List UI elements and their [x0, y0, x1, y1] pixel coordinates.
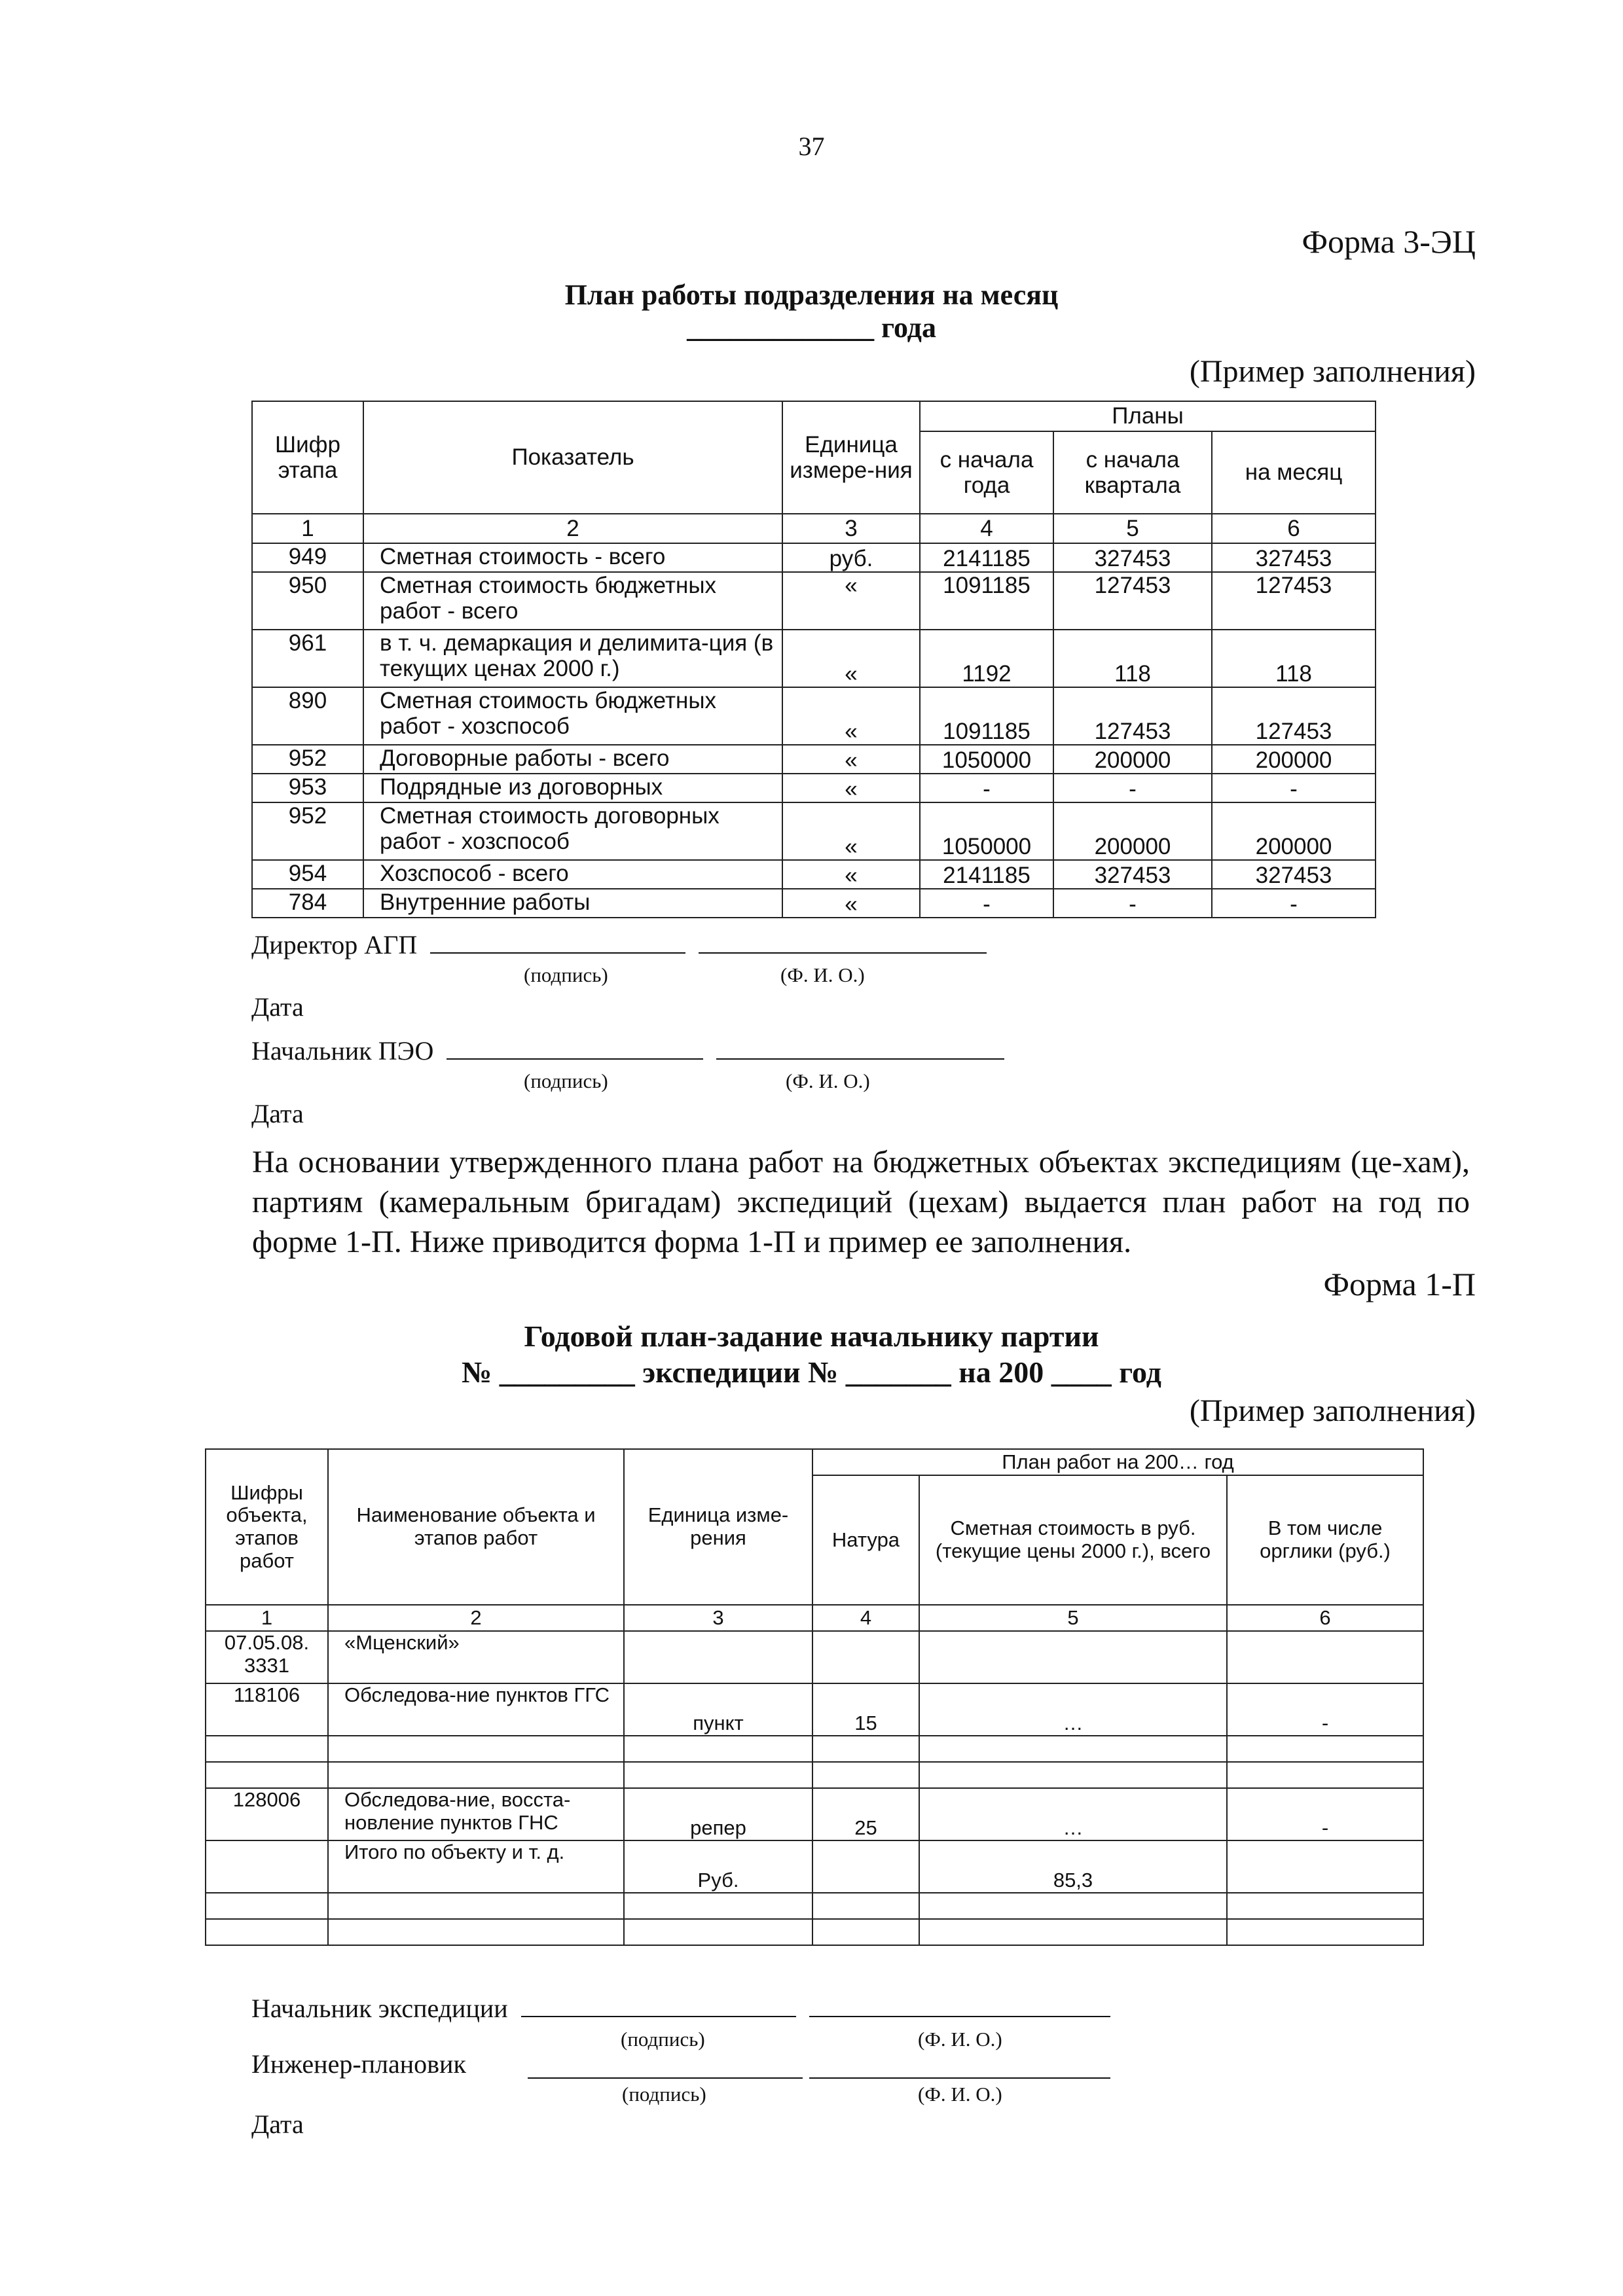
row-code: 118106	[206, 1683, 328, 1736]
pe-head-signature-line	[251, 1035, 1004, 1066]
table-row	[252, 774, 1376, 802]
row-unit	[624, 1762, 812, 1788]
table-row	[206, 1762, 1423, 1788]
engineer-signature-caption: (подпись)	[622, 2083, 706, 2106]
table-row	[252, 889, 1376, 918]
col-number: 5	[919, 1605, 1227, 1631]
header-nature: Натура	[812, 1475, 919, 1605]
row-cost	[919, 1893, 1227, 1919]
row-code	[206, 1840, 328, 1893]
table-row	[206, 1919, 1423, 1945]
header-plans: Планы	[920, 401, 1376, 431]
row-name: Обследова-ние пунктов ГГС	[328, 1683, 624, 1736]
body-paragraph: На основании утвержденного плана работ на бюджетных объектах экспедициям (це-хам), партиям (камеральным бригадам) экспедиций (цехам) выдается план работ на год по форме 1-П. Ниже приводится форма 1-П и пример ее заполнения.	[252, 1145, 1470, 1259]
row-month: 327453	[1212, 860, 1376, 889]
row-name: Итого по объекту и т. д.	[328, 1840, 624, 1893]
form1-table	[251, 401, 1376, 918]
row-cost: …	[919, 1788, 1227, 1840]
row-quarter: 118	[1053, 630, 1212, 687]
director-signature-caption: (подпись)	[524, 963, 608, 986]
row-nature: 15	[812, 1683, 919, 1736]
pe-head-name-blank	[716, 1036, 1004, 1060]
row-code: 961	[252, 630, 363, 687]
col-number: 5	[1053, 514, 1212, 543]
director-signature-line	[251, 929, 987, 960]
row-month: 127453	[1212, 572, 1376, 630]
table-row	[206, 1893, 1423, 1919]
director-date-label: Дата	[251, 992, 304, 1022]
row-nature	[812, 1840, 919, 1893]
row-year: 2141185	[920, 543, 1053, 572]
column-numbers-row	[206, 1605, 1423, 1631]
header-from-quarter: с начала квартала	[1053, 431, 1212, 514]
director-name-caption: (Ф. И. О.)	[780, 963, 865, 986]
row-code	[206, 1893, 328, 1919]
row-unit	[624, 1631, 812, 1683]
row-year: 1091185	[920, 572, 1053, 630]
row-year: -	[920, 889, 1053, 918]
form1-title: План работы подразделения на месяц	[564, 279, 1059, 311]
header-unit: Единица измере-ния	[782, 401, 920, 514]
col-number: 3	[624, 1605, 812, 1631]
form2-title-numbers: № _________ экспедиции № _______ на 200 ____ год	[462, 1355, 1161, 1389]
row-name	[328, 1919, 624, 1945]
form2-title: Годовой план-задание начальнику партии	[524, 1319, 1099, 1353]
col-number: 4	[812, 1605, 919, 1631]
table-row	[252, 745, 1376, 774]
header-code: Шифр этапа	[252, 401, 363, 514]
col-number: 2	[328, 1605, 624, 1631]
row-orgl: -	[1227, 1683, 1423, 1736]
row-year: 1192	[920, 630, 1053, 687]
row-month: 200000	[1212, 802, 1376, 860]
row-name: в т. ч. демаркация и делимита-ция (в текущих ценах 2000 г.)	[363, 630, 782, 687]
row-nature	[812, 1893, 919, 1919]
header-plan: План работ на 200… год	[812, 1449, 1423, 1475]
expedition-head-signature-line	[251, 1993, 1110, 2024]
col-number: 1	[206, 1605, 328, 1631]
row-year: 1050000	[920, 745, 1053, 774]
expedition-head-name-caption: (Ф. И. О.)	[918, 2028, 1002, 2051]
form1-example-note: (Пример заполнения)	[1189, 354, 1476, 389]
row-name	[328, 1736, 624, 1762]
form2-example-note: (Пример заполнения)	[1189, 1393, 1476, 1428]
header-codes: Шифры объекта, этапов работ	[206, 1449, 328, 1605]
director-signature-blank	[430, 930, 685, 954]
row-cost	[919, 1762, 1227, 1788]
row-orgl	[1227, 1736, 1423, 1762]
header-object-name: Наименование объекта и этапов работ	[328, 1449, 624, 1605]
row-nature	[812, 1919, 919, 1945]
table-row	[206, 1683, 1423, 1736]
col-number: 3	[782, 514, 920, 543]
row-code: 784	[252, 889, 363, 918]
row-unit	[624, 1893, 812, 1919]
row-unit: «	[782, 572, 920, 630]
table-row	[206, 1736, 1423, 1762]
row-unit: «	[782, 774, 920, 802]
row-code: 953	[252, 774, 363, 802]
col-number: 4	[920, 514, 1053, 543]
row-year: 1050000	[920, 802, 1053, 860]
row-month: -	[1212, 889, 1376, 918]
row-unit	[624, 1736, 812, 1762]
row-unit: «	[782, 802, 920, 860]
expedition-head-signature-caption: (подпись)	[621, 2028, 705, 2051]
row-month: 327453	[1212, 543, 1376, 572]
expedition-head-signature-blank	[521, 1994, 796, 2017]
row-orgl: -	[1227, 1788, 1423, 1840]
row-code: 07.05.08. 3331	[206, 1631, 328, 1683]
col-number: 6	[1227, 1605, 1423, 1631]
row-name: Договорные работы - всего	[363, 745, 782, 774]
form2-label: Форма 1-П	[1323, 1266, 1476, 1302]
table-row	[252, 572, 1376, 630]
row-unit: «	[782, 630, 920, 687]
row-code: 952	[252, 802, 363, 860]
row-quarter: 127453	[1053, 687, 1212, 745]
row-month: 200000	[1212, 745, 1376, 774]
row-cost	[919, 1919, 1227, 1945]
row-year: 1091185	[920, 687, 1053, 745]
row-code: 128006	[206, 1788, 328, 1840]
row-month: -	[1212, 774, 1376, 802]
row-nature	[812, 1736, 919, 1762]
pe-head-name-caption: (Ф. И. О.)	[786, 1069, 870, 1092]
row-name: Подрядные из договорных	[363, 774, 782, 802]
table-row	[252, 860, 1376, 889]
row-unit: «	[782, 860, 920, 889]
row-name: Внутренние работы	[363, 889, 782, 918]
pe-head-signature-blank	[447, 1036, 703, 1060]
row-code: 950	[252, 572, 363, 630]
row-unit: Руб.	[624, 1840, 812, 1893]
row-cost	[919, 1736, 1227, 1762]
header-per-month: на месяц	[1212, 431, 1376, 514]
row-quarter: 200000	[1053, 802, 1212, 860]
row-nature	[812, 1631, 919, 1683]
row-cost: 85,3	[919, 1840, 1227, 1893]
col-number: 1	[252, 514, 363, 543]
table-row	[206, 1840, 1423, 1893]
row-nature	[812, 1762, 919, 1788]
form2-date-label: Дата	[251, 2109, 304, 2139]
header-from-year: с начала года	[920, 431, 1053, 514]
table-row	[252, 543, 1376, 572]
table-row	[252, 802, 1376, 860]
row-quarter: 327453	[1053, 543, 1212, 572]
engineer-name-caption: (Ф. И. О.)	[918, 2083, 1002, 2106]
row-year: 2141185	[920, 860, 1053, 889]
row-name	[328, 1893, 624, 1919]
row-quarter: 127453	[1053, 572, 1212, 630]
row-quarter: -	[1053, 774, 1212, 802]
row-month: 118	[1212, 630, 1376, 687]
header-orgl: В том числе орглики (руб.)	[1227, 1475, 1423, 1605]
row-quarter: 327453	[1053, 860, 1212, 889]
row-code	[206, 1736, 328, 1762]
form2-table	[205, 1448, 1424, 1946]
row-name: Обследова-ние, восста-новление пунктов ГНС	[328, 1788, 624, 1840]
col-number: 2	[363, 514, 782, 543]
row-year: -	[920, 774, 1053, 802]
engineer-label: Инженер-плановик	[251, 2049, 466, 2079]
row-name: Сметная стоимость бюджетных работ - всего	[363, 572, 782, 630]
form1-title-year: _____________ года	[687, 312, 936, 344]
row-name: Сметная стоимость бюджетных работ - хозспособ	[363, 687, 782, 745]
row-code: 949	[252, 543, 363, 572]
row-name: «Мценский»	[328, 1631, 624, 1683]
row-orgl	[1227, 1762, 1423, 1788]
row-unit: «	[782, 745, 920, 774]
expedition-head-name-blank	[809, 1994, 1110, 2017]
page-number: 37	[798, 132, 825, 161]
row-unit: пункт	[624, 1683, 812, 1736]
form1-label: Форма 3-ЭЦ	[1302, 223, 1476, 260]
header-unit: Единица изме-рения	[624, 1449, 812, 1605]
row-unit: «	[782, 687, 920, 745]
row-code	[206, 1762, 328, 1788]
row-month: 127453	[1212, 687, 1376, 745]
row-orgl	[1227, 1893, 1423, 1919]
row-orgl	[1227, 1919, 1423, 1945]
row-unit: «	[782, 889, 920, 918]
pe-head-date-label: Дата	[251, 1099, 304, 1128]
table-row	[206, 1788, 1423, 1840]
director-name-blank	[699, 930, 987, 954]
pe-head-signature-caption: (подпись)	[524, 1069, 608, 1092]
row-cost	[919, 1631, 1227, 1683]
header-indicator: Показатель	[363, 401, 782, 514]
row-unit: руб.	[782, 543, 920, 572]
row-name: Хозспособ - всего	[363, 860, 782, 889]
row-quarter: 200000	[1053, 745, 1212, 774]
engineer-signature-blank	[528, 2055, 803, 2079]
row-unit	[624, 1919, 812, 1945]
row-name: Сметная стоимость договорных работ - хозспособ	[363, 802, 782, 860]
row-code: 952	[252, 745, 363, 774]
table-row	[252, 687, 1376, 745]
director-label: Директор АГП	[251, 930, 418, 960]
header-cost: Сметная стоимость в руб. (текущие цены 2000 г.), всего	[919, 1475, 1227, 1605]
row-orgl	[1227, 1631, 1423, 1683]
engineer-name-blank	[809, 2055, 1110, 2079]
column-numbers-row	[252, 514, 1376, 543]
row-nature: 25	[812, 1788, 919, 1840]
table-row	[206, 1631, 1423, 1683]
table-row	[252, 630, 1376, 687]
row-cost: …	[919, 1683, 1227, 1736]
row-orgl	[1227, 1840, 1423, 1893]
row-name: Сметная стоимость - всего	[363, 543, 782, 572]
expedition-head-label: Начальник экспедиции	[251, 1994, 508, 2023]
row-quarter: -	[1053, 889, 1212, 918]
row-code: 890	[252, 687, 363, 745]
row-unit: репер	[624, 1788, 812, 1840]
col-number: 6	[1212, 514, 1376, 543]
row-name	[328, 1762, 624, 1788]
row-code	[206, 1919, 328, 1945]
row-code: 954	[252, 860, 363, 889]
pe-head-label: Начальник ПЭО	[251, 1036, 434, 1066]
